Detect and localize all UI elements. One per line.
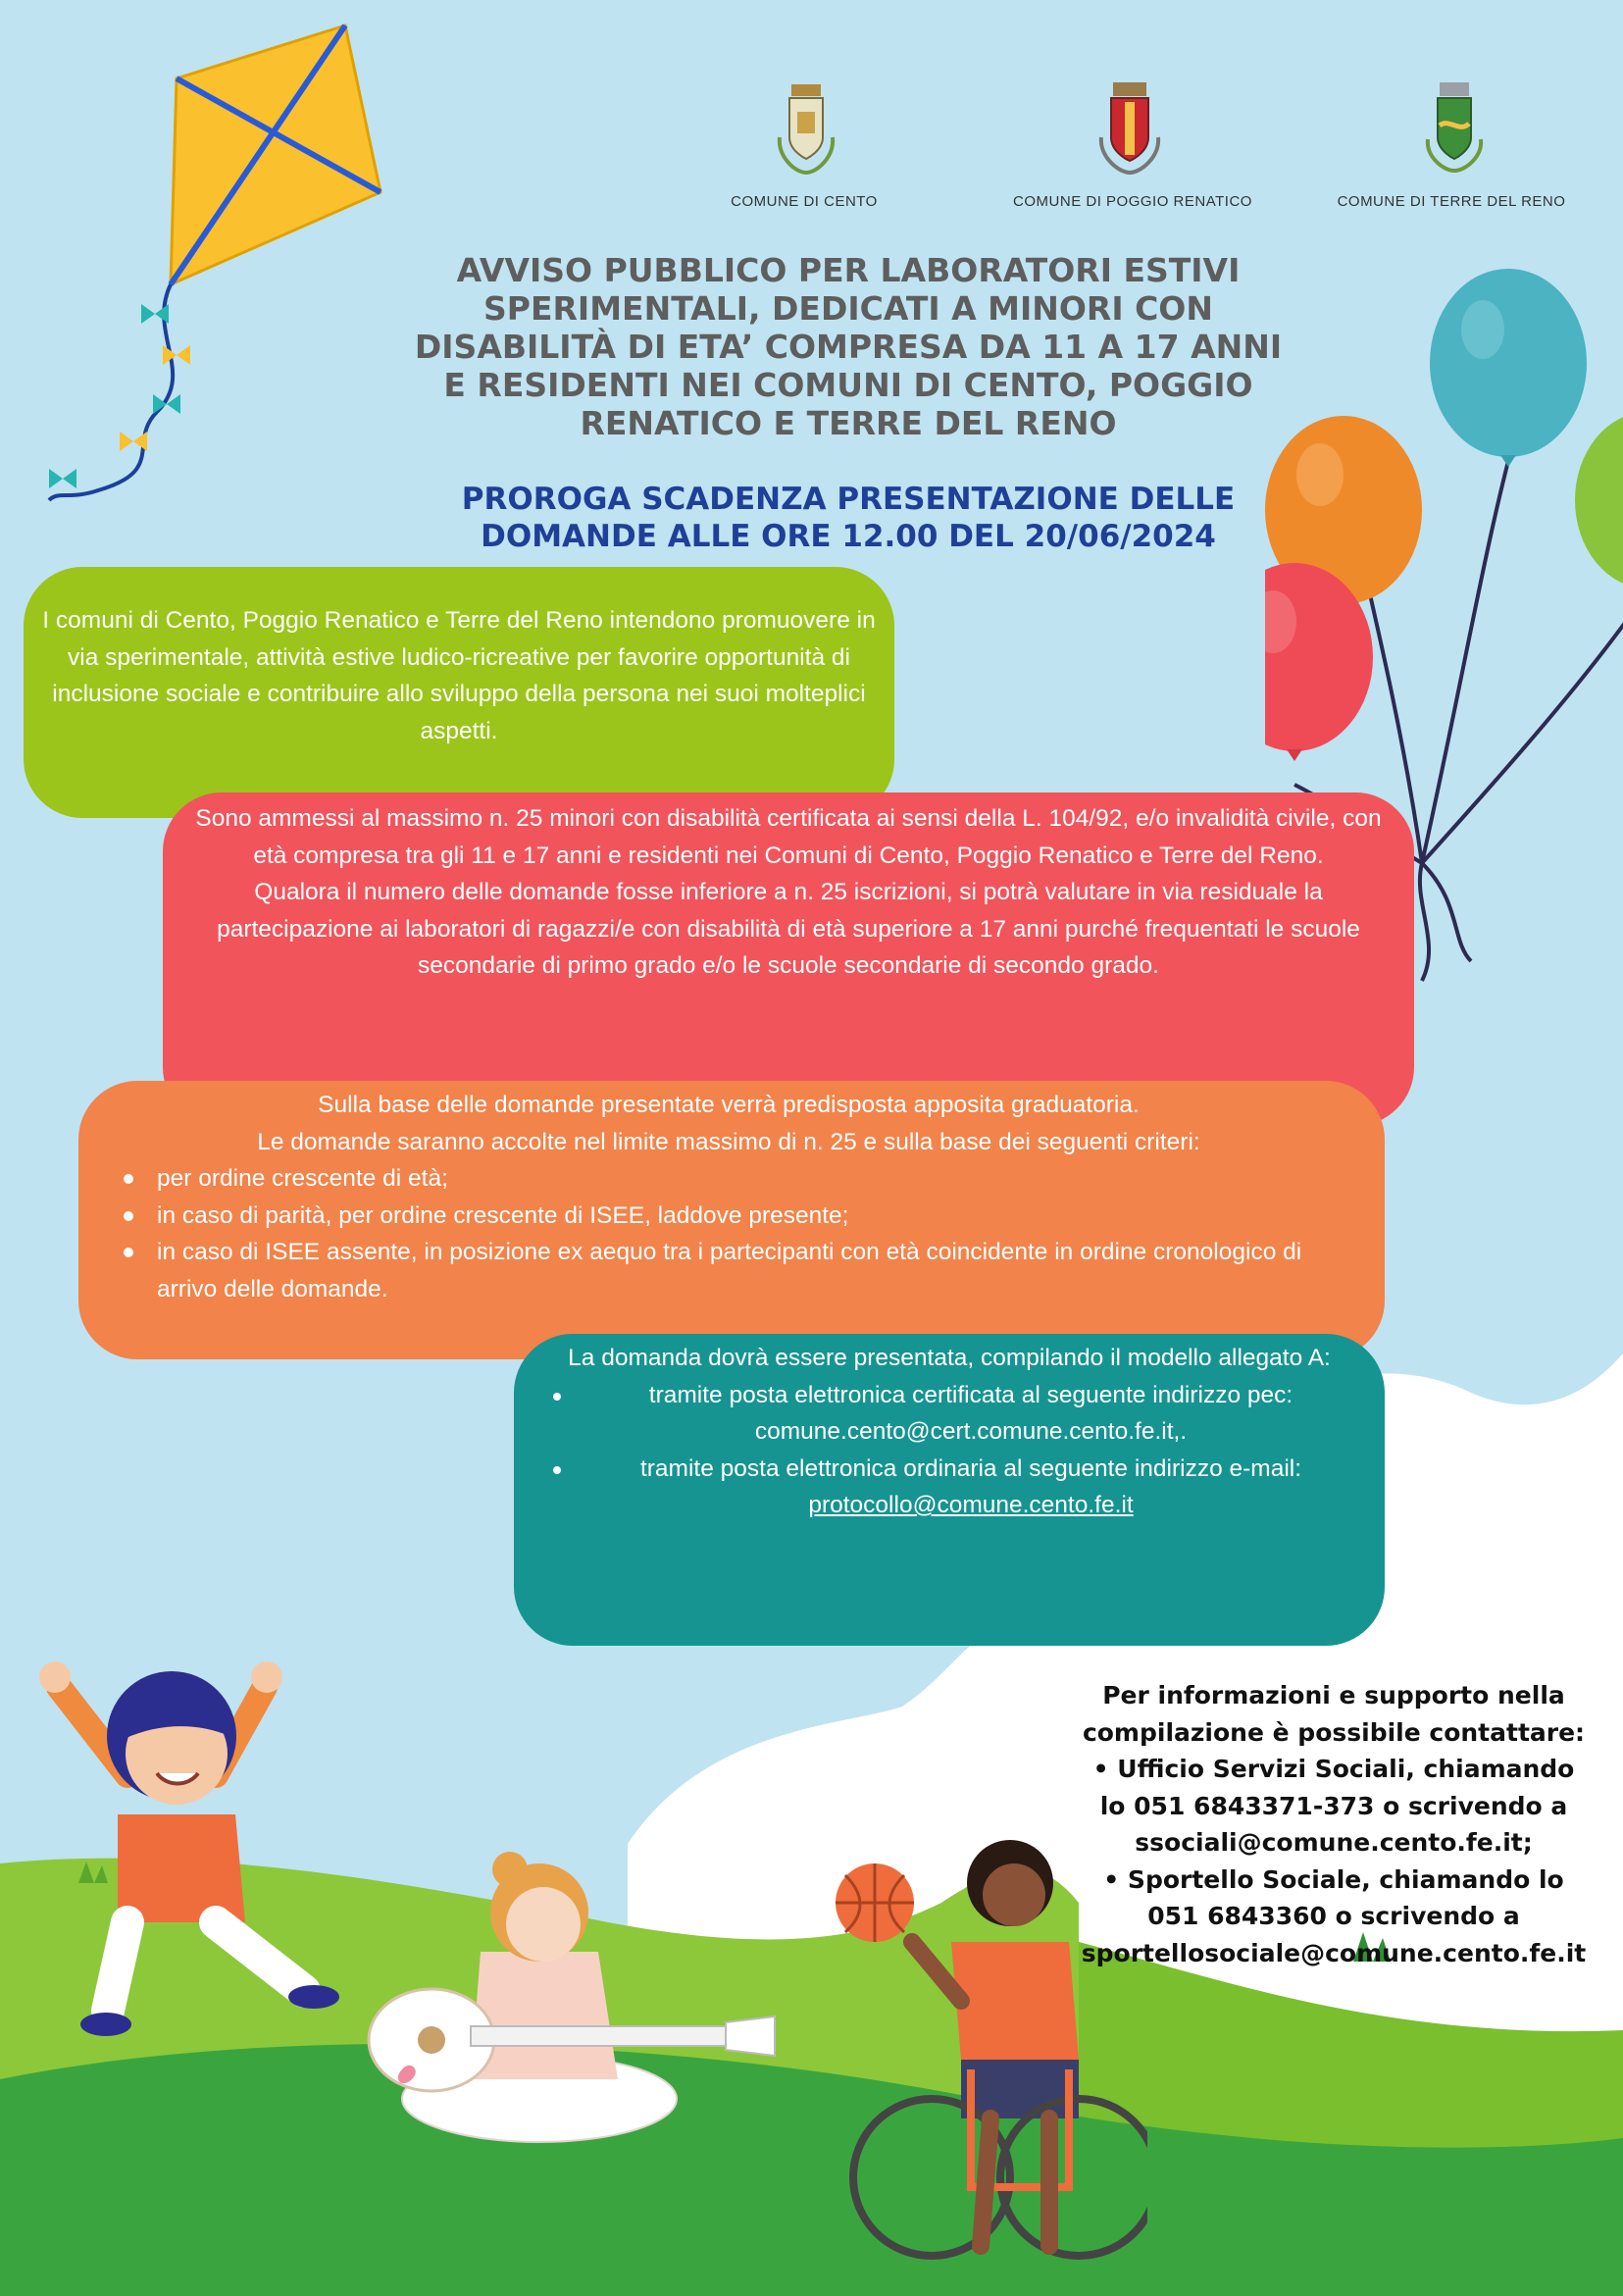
notice-title — [373, 251, 1324, 442]
title-line: DISABILITÀ DI ETA’ COMPRESA DA 11 A 17 ANNI — [414, 328, 1283, 366]
contact-line: lo 051 6843371-373 o scrivendo a — [1099, 1791, 1568, 1820]
criteria-list-item: in caso di parità, per ordine crescente di ISEE, laddove presente; — [102, 1198, 1355, 1235]
cento-crest-icon — [772, 78, 840, 177]
terre-del-reno-crest-icon — [1420, 78, 1489, 177]
contact-line: compilazione è possibile contattare: — [1082, 1717, 1586, 1747]
contact-line: ssociali@comune.cento.fe.it; — [1135, 1828, 1533, 1857]
application-intro: La domanda dovrà essere presentata, compilando il modello allegato A: — [568, 1345, 1331, 1371]
subtitle-line: PROROGA SCADENZA PRESENTAZIONE DELLE — [461, 482, 1236, 517]
girl-guitar-illustration — [363, 1834, 785, 2148]
criteria-intro: Le domande saranno accolte nel limite massimo di n. 25 e sulla base dei seguenti criteri: — [257, 1128, 1200, 1155]
criteria-intro: Sulla base delle domande presentate verrà predisposta apposita graduatoria. — [318, 1092, 1140, 1118]
title-line: SPERIMENTALI, DEDICATI A MINORI CON — [483, 289, 1213, 328]
intro-box — [24, 567, 894, 818]
subtitle-line: DOMANDE ALLE ORE 12.00 DEL 20/06/2024 — [481, 519, 1216, 554]
kite-icon — [39, 20, 392, 510]
deadline-extension-subtitle — [373, 481, 1324, 555]
title-line: AVVISO PUBBLICO PER LABORATORI ESTIVI — [456, 251, 1241, 289]
application-method-email-text: tramite posta elettronica ordinaria al seguente indirizzo e-mail: — [639, 1454, 1302, 1482]
application-methods-list — [532, 1377, 1367, 1524]
poggio-renatico-crest-icon — [1095, 78, 1164, 177]
contact-line: Per informazioni e supporto nella — [1102, 1681, 1565, 1709]
contact-line: sportellosociale@comune.cento.fe.it — [1081, 1938, 1587, 1967]
municipality-name-terre-del-reno: COMUNE DI TERRE DEL RENO — [1337, 193, 1566, 210]
criteria-box — [78, 1081, 1385, 1359]
boy-jumping-illustration — [20, 1628, 343, 2050]
application-box — [514, 1334, 1385, 1646]
criteria-list — [102, 1160, 1355, 1307]
eligibility-box — [163, 792, 1414, 1126]
contact-line: 051 6843360 o scrivendo a — [1147, 1902, 1520, 1930]
application-method-pec: tramite posta elettronica certificata al seguente indirizzo pec: comune.cento@cert.comune.cento.fe.it,. — [532, 1377, 1367, 1451]
title-line: E RESIDENTI NEI COMUNI DI CENTO, POGGIO — [443, 366, 1253, 404]
municipality-name-cento: COMUNE DI CENTO — [731, 193, 878, 210]
contact-line: • Sportello Sociale, chiamando lo — [1103, 1864, 1564, 1894]
protocol-email-link[interactable]: protocollo@comune.cento.fe.it — [808, 1492, 1134, 1518]
eligibility-paragraph: Sono ammessi al massimo n. 25 minori con disabilità certificata ai sensi della L. 104/92, e/o invalidità civile, con età compresa tra gli 11 e 17 anni e residenti nei Comuni di Cento, Poggio Renatico e Terre del Reno. — [195, 805, 1382, 869]
eligibility-paragraph: Qualora il numero delle domande fosse inferiore a n. 25 iscrizioni, si potrà valutare in via residuale la partecipazione ai laboratori di ragazzi/e con disabilità di età superiore a 17 anni purché frequentati le scuole secondarie di primo grado e/o le scuole secondarie di secondo grado. — [217, 879, 1360, 979]
criteria-list-item: in caso di ISEE assente, in posizione ex aequo tra i partecipanti con età coincidente in ordine cronologico di arrivo delle domande. — [102, 1234, 1355, 1307]
municipality-name-poggio-renatico: COMUNE DI POGGIO RENATICO — [1013, 193, 1252, 210]
intro-text: I comuni di Cento, Poggio Renatico e Terre del Reno intendono promuovere in via sperimentale, attività estive ludico-ricreative per favorire opportunità di inclusione sociale e contribuire allo sviluppo della persona nei suoi molteplici aspetti. — [42, 607, 876, 744]
contact-line: • Ufficio Servizi Sociali, chiamando — [1092, 1755, 1575, 1783]
title-line: RENATICO E TERRE DEL RENO — [580, 404, 1117, 442]
criteria-list-item: per ordine crescente di età; — [102, 1160, 1355, 1198]
wheelchair-basketball-illustration — [824, 1834, 1147, 2285]
contact-info — [1079, 1677, 1589, 1971]
application-method-email — [532, 1451, 1367, 1524]
